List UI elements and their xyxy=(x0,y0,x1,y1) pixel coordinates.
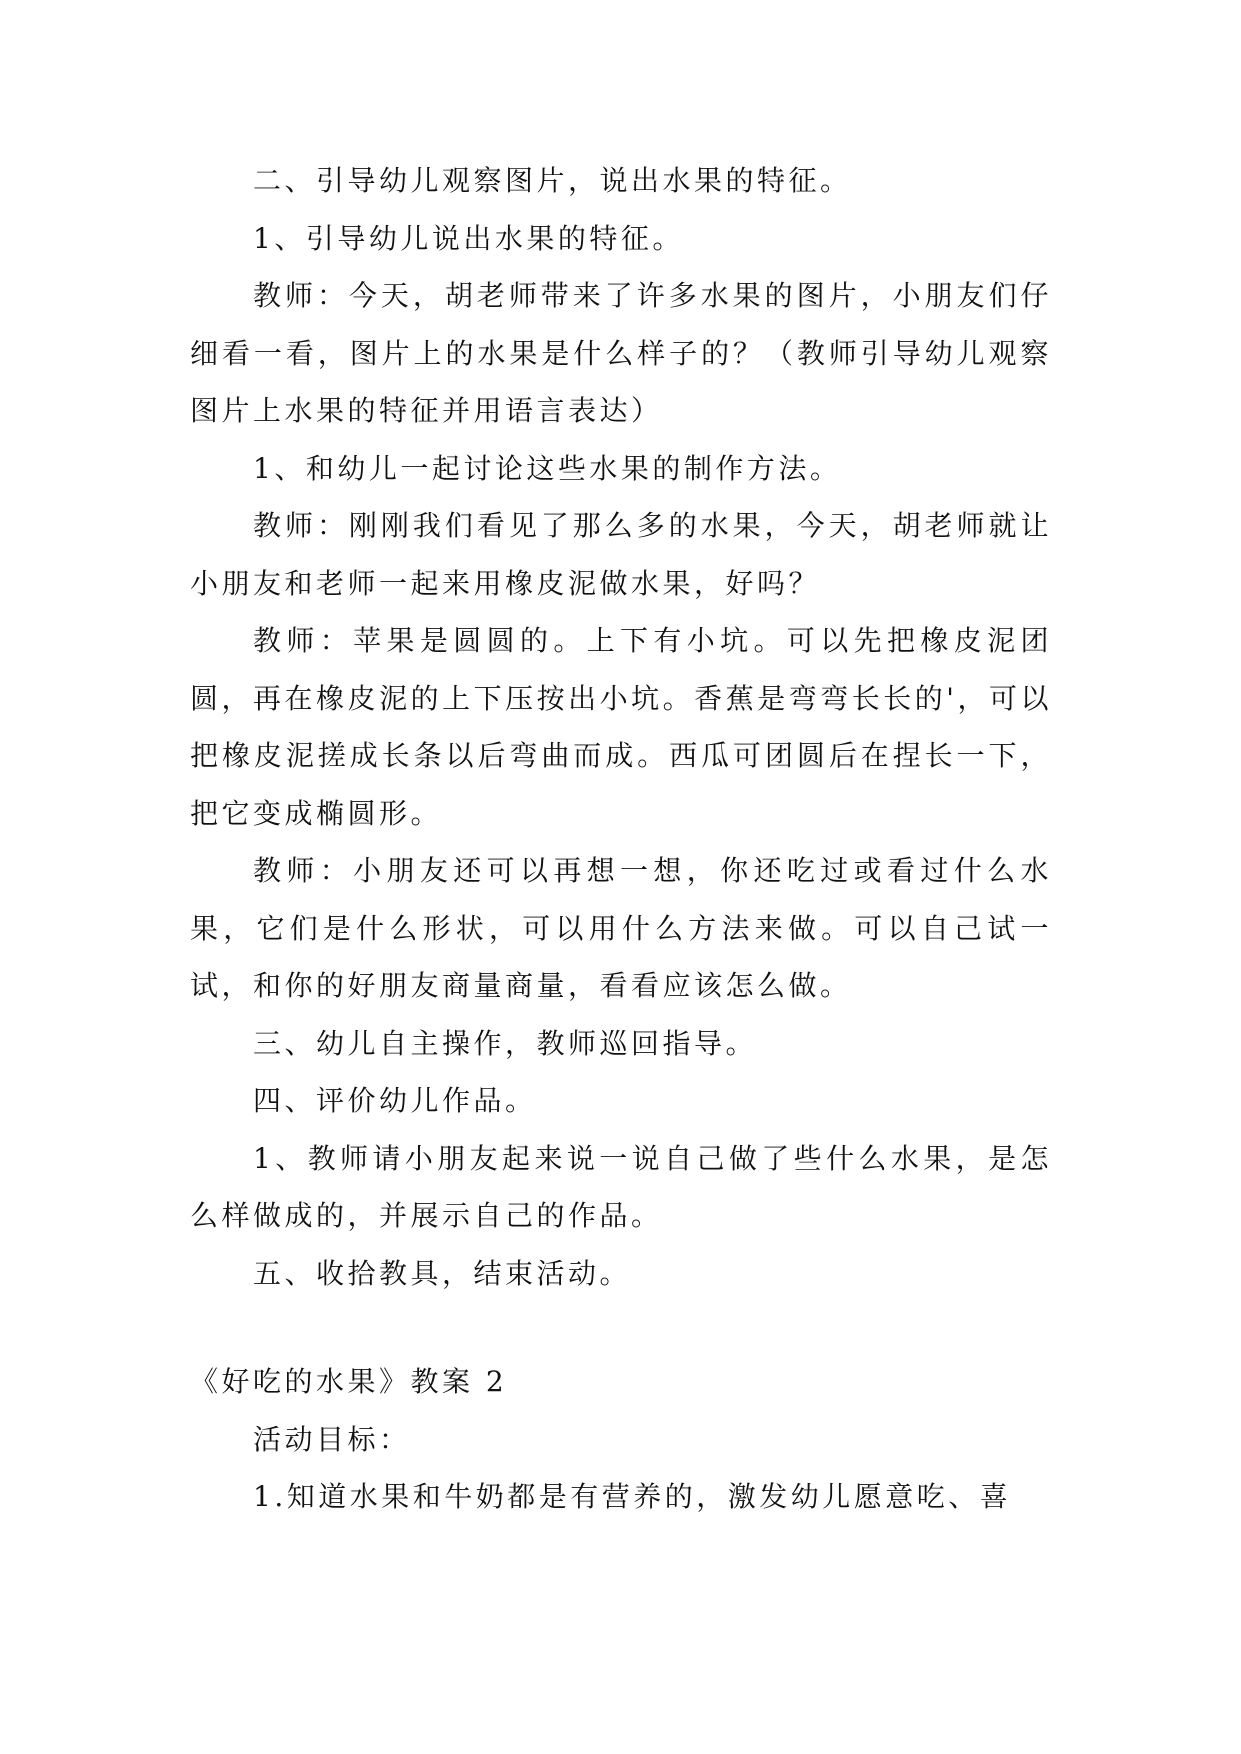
paragraph-step-3-heading: 三、幼儿自主操作，教师巡回指导。 xyxy=(253,1026,758,1060)
paragraph-teacher-observe-pictures: 教师：今天，胡老师带来了许多水果的图片，小朋友们仔细看一看，图片上的水果是什么样子的？（教师引导幼儿观察图片上水果的特征并用语言表达） xyxy=(190,279,1052,427)
section-title: 《好吃的水果》教案 2 xyxy=(190,1365,508,1398)
paragraph-substep-show-works: 1、教师请小朋友起来说一说自己做了些什么水果，是怎么样做成的，并展示自己的作品。 xyxy=(190,1141,1052,1232)
paragraph-step-5-heading: 五、收拾教具，结束活动。 xyxy=(253,1256,632,1290)
paragraph-step-4-heading: 四、评价幼儿作品。 xyxy=(253,1084,537,1117)
paragraph-goal-1: 1.知道水果和牛奶都是有营养的，激发幼儿愿意吃、喜 xyxy=(253,1480,1012,1513)
paragraph-activity-goals-label: 活动目标： xyxy=(253,1422,411,1456)
paragraph-substep-describe-features: 1、引导幼儿说出水果的特征。 xyxy=(253,221,684,255)
paragraph-substep-discuss-methods: 1、和幼儿一起讨论这些水果的制作方法。 xyxy=(253,451,842,485)
paragraph-step-2-heading: 二、引导幼儿观察图片，说出水果的特征。 xyxy=(253,164,852,197)
paragraph-teacher-think-more: 教师：小朋友还可以再想一想，你还吃过或看过什么水果，它们是什么形状，可以用什么方法来做。可以自己试一试，和你的好朋友商量商量，看看应该怎么做。 xyxy=(190,854,1052,1002)
paragraph-teacher-apple-banana-watermelon: 教师：苹果是圆圆的。上下有小坑。可以先把橡皮泥团圆，再在橡皮泥的上下压按出小坑。香蕉是弯弯长长的'，可以把橡皮泥搓成长条以后弯曲而成。西瓜可团圆后在捏长一下，把它变成椭圆形。 xyxy=(190,624,1052,830)
document-body xyxy=(190,152,1052,1526)
paragraph-teacher-make-fruit: 教师：刚刚我们看见了那么多的水果，今天，胡老师就让小朋友和老师一起来用橡皮泥做水果，好吗？ xyxy=(190,509,1052,600)
